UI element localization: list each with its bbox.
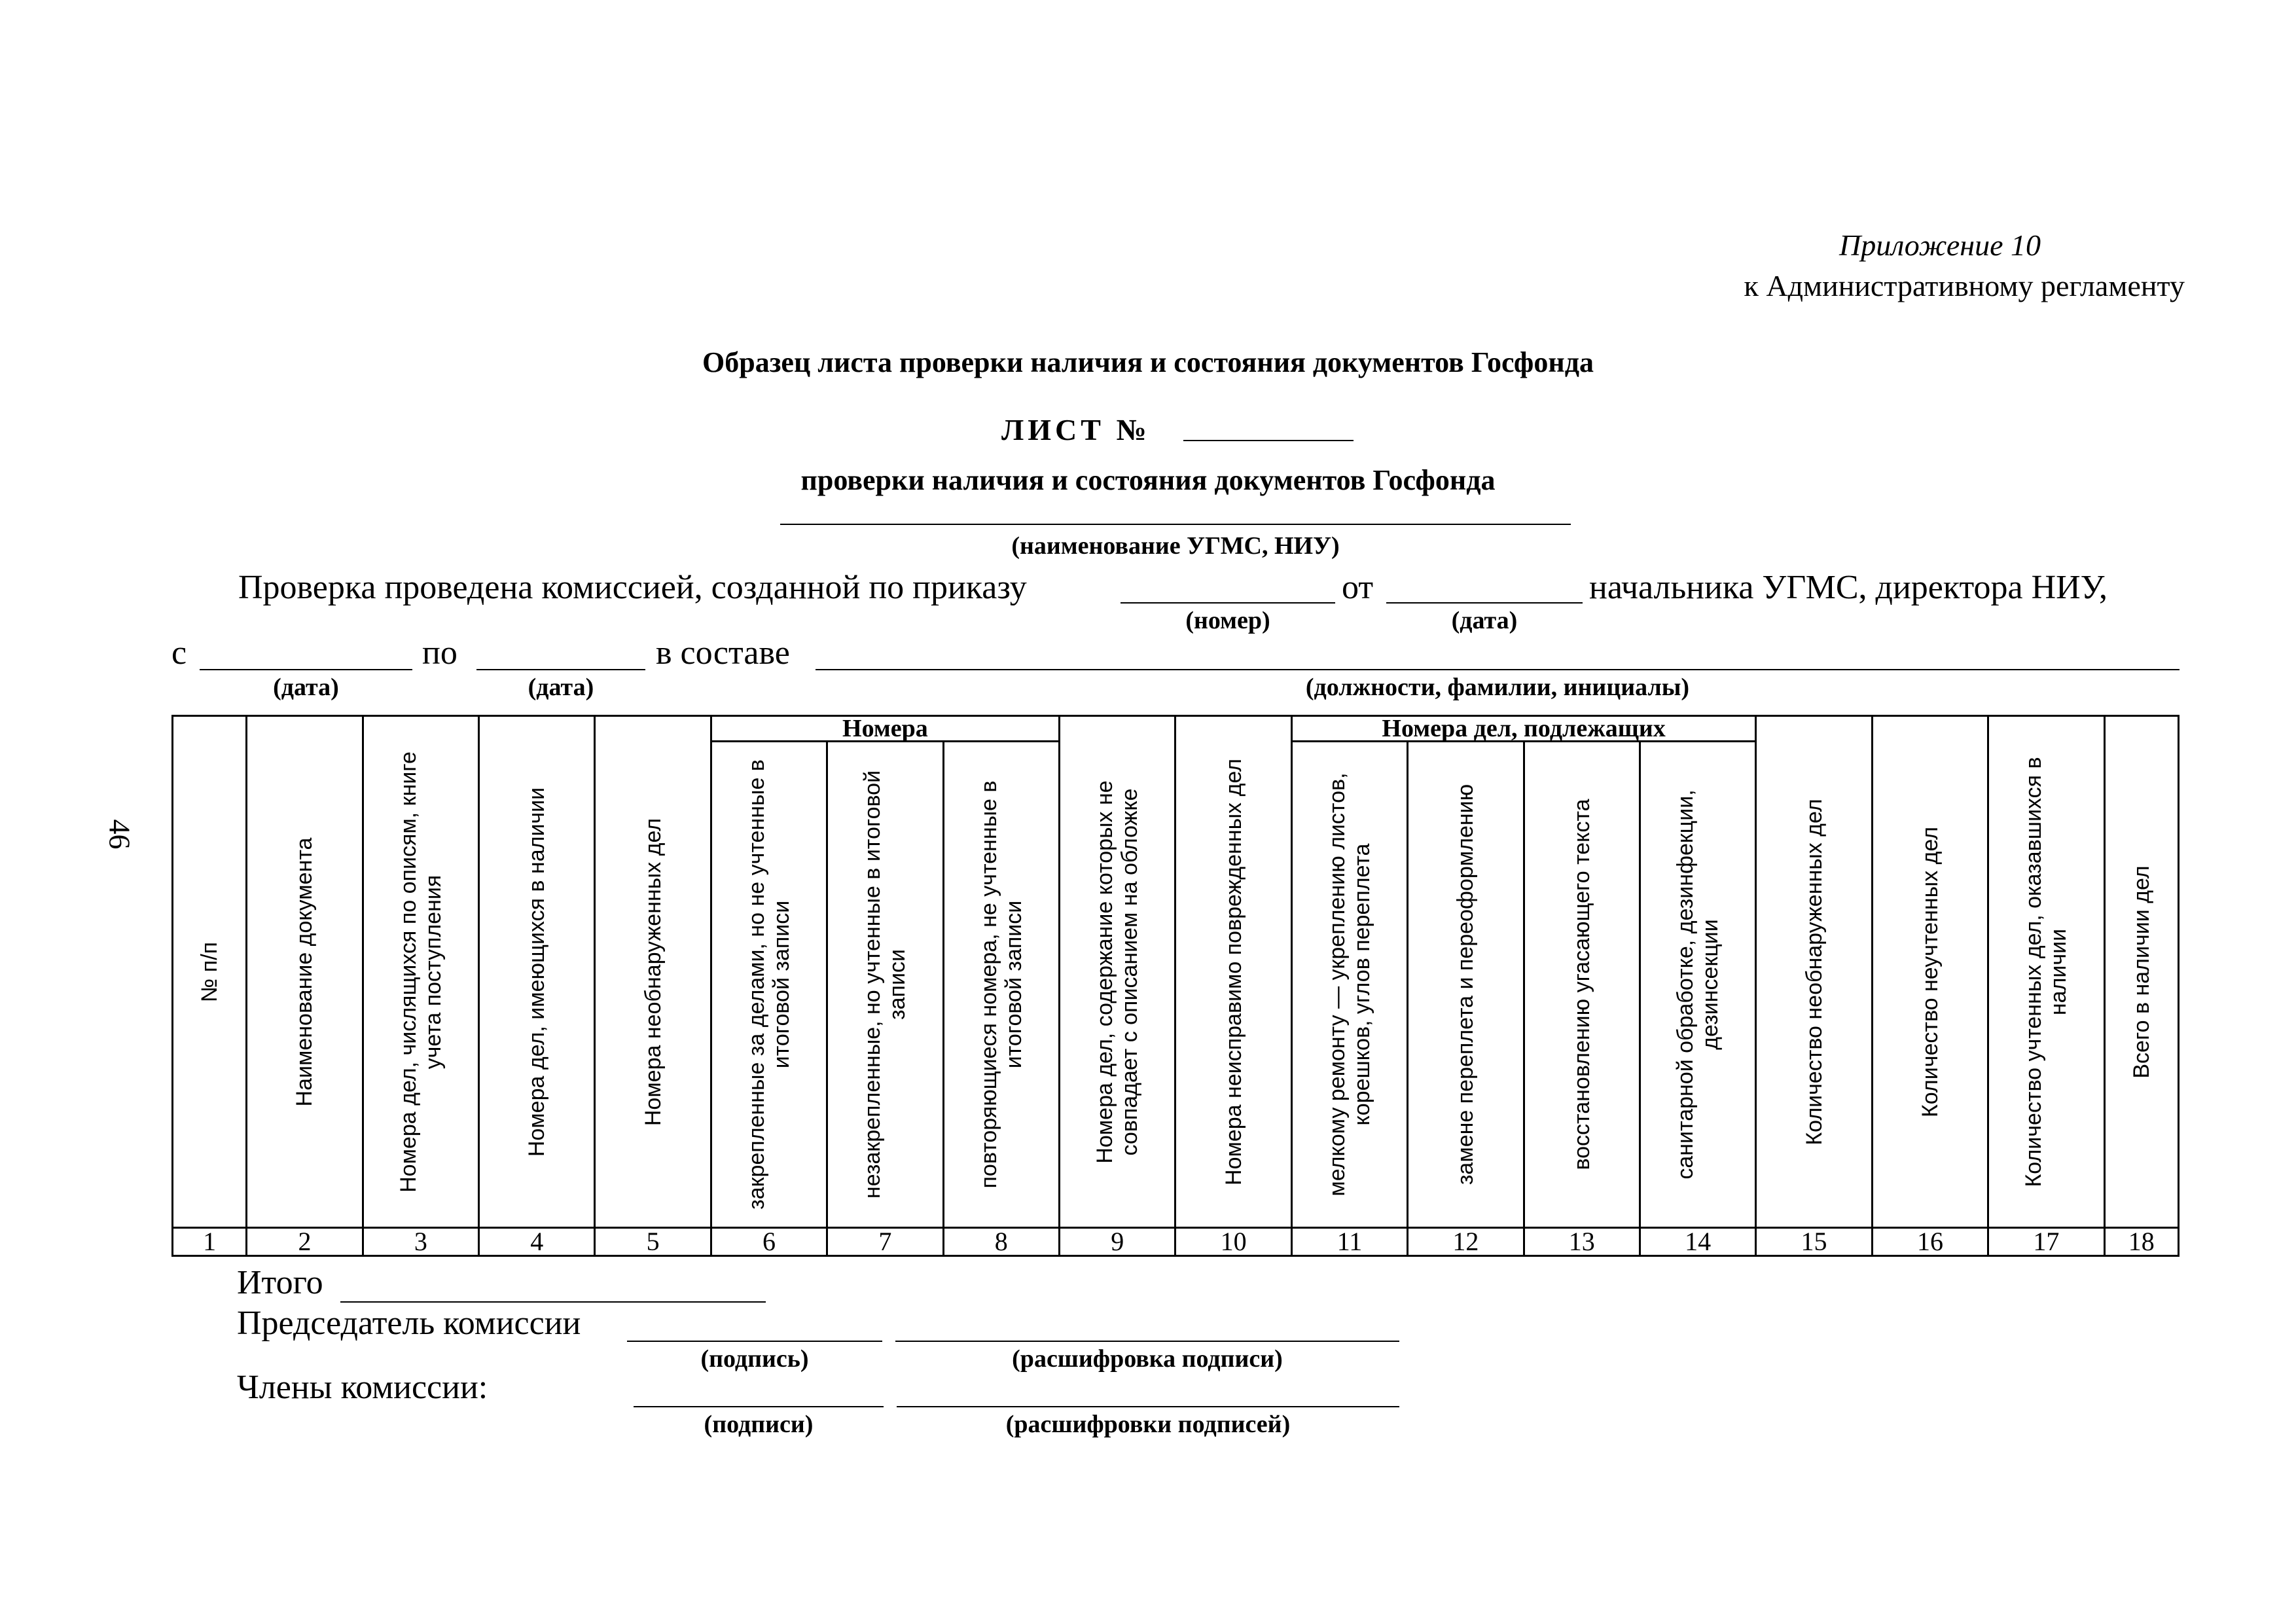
cap-members: (должности, фамилии, инициалы)	[1305, 674, 1690, 701]
chairman-sign-line	[627, 1341, 882, 1342]
cap-signs: (подписи)	[704, 1411, 814, 1438]
header-cell	[711, 742, 827, 1228]
cap-decode: (расшифровка подписи)	[1012, 1345, 1283, 1373]
sheet-heading: ЛИСТ №	[1001, 413, 1151, 446]
order-number-line	[1121, 602, 1335, 604]
cap-number: (номер)	[1185, 607, 1270, 634]
column-number: 8	[943, 1228, 1059, 1256]
group-header-nomera: Номера	[711, 716, 1059, 742]
org-caption: (наименование УГМС, НИУ)	[1011, 532, 1340, 560]
page-number: 46	[103, 819, 137, 850]
column-number: 6	[711, 1228, 827, 1256]
column-number: 15	[1756, 1228, 1872, 1256]
header-text: незакрепленные, но учтенные в итоговой записи	[860, 770, 910, 1199]
header-cell	[595, 716, 711, 1228]
header-cell	[1756, 716, 1872, 1228]
header-text: Всего в наличии дел	[2128, 865, 2154, 1079]
header-cell	[943, 742, 1059, 1228]
header-text: Номера необнаруженных дел	[640, 818, 666, 1126]
column-number: 13	[1524, 1228, 1640, 1256]
header-text: № п/п	[197, 941, 223, 1002]
column-number: 14	[1640, 1228, 1755, 1256]
cap-sign: (подпись)	[700, 1345, 809, 1373]
header-text: Номера дел, имеющихся в наличии	[524, 787, 550, 1157]
column-number: 5	[595, 1228, 711, 1256]
intro-text-ot: от	[1342, 569, 1374, 606]
header-cell	[1872, 716, 1988, 1228]
header-cell	[1524, 742, 1640, 1228]
date-to-line	[476, 669, 645, 670]
header-cell	[1291, 742, 1407, 1228]
header-text: Номера неисправимо поврежденных дел	[1221, 758, 1246, 1185]
header-text: санитарной обработке, дезинфекции, дезинсекции	[1673, 789, 1723, 1180]
appendix-label: Приложение 10	[1839, 228, 2041, 262]
header-cell	[479, 716, 595, 1228]
column-number: 17	[1988, 1228, 2104, 1256]
header-cell	[363, 716, 478, 1228]
sheet-subheading: проверки наличия и состояния документов Госфонда	[800, 464, 1496, 496]
header-text: мелкому ремонту — укреплению листов, корешков, углов переплета	[1324, 772, 1374, 1197]
column-number: 3	[363, 1228, 478, 1256]
document-title: Образец листа проверки наличия и состояния документов Госфонда	[702, 346, 1594, 378]
column-number: 1	[173, 1228, 247, 1256]
cap-date-from: (дата)	[273, 674, 339, 701]
header-text: Количество необнаруженных дел	[1801, 798, 1827, 1146]
intro-po: по	[422, 634, 457, 672]
header-cell	[2104, 716, 2178, 1228]
column-number: 2	[247, 1228, 363, 1256]
members-label: Члены комиссии:	[237, 1369, 488, 1406]
members-sign-line	[634, 1406, 884, 1407]
intro-sostave: в составе	[656, 634, 790, 672]
column-number: 12	[1408, 1228, 1524, 1256]
intro-text-a: Проверка проведена комиссией, созданной по приказу	[238, 569, 1027, 606]
order-date-line	[1386, 602, 1583, 604]
header-cell	[247, 716, 363, 1228]
column-number: 18	[2104, 1228, 2178, 1256]
header-text: закрепленные за делами, но не учтенные в итоговой записи	[744, 759, 794, 1210]
header-cell	[1408, 742, 1524, 1228]
header-text: Номера дел, содержание которых не совпадает с описанием на обложке	[1092, 780, 1143, 1164]
org-line	[780, 524, 1571, 525]
header-text: замене переплета и переоформлению	[1453, 784, 1479, 1185]
sheet-number-line	[1183, 440, 1354, 441]
column-number: 16	[1872, 1228, 1988, 1256]
header-cell	[1175, 716, 1291, 1228]
header-text: Количество учтенных дел, оказавшихся в наличии	[2021, 756, 2072, 1187]
column-number: 10	[1175, 1228, 1291, 1256]
chairman-label: Председатель комиссии	[237, 1305, 581, 1342]
chairman-decode-line	[895, 1341, 1399, 1342]
column-number: 4	[479, 1228, 595, 1256]
itogo-line	[340, 1301, 766, 1303]
header-text: Наименование документа	[292, 837, 317, 1106]
header-cell	[173, 716, 247, 1228]
header-cell	[827, 742, 943, 1228]
cap-decodes: (расшифровки подписей)	[1005, 1411, 1291, 1438]
intro-s: с	[171, 634, 187, 672]
header-cell	[1060, 716, 1175, 1228]
column-number: 7	[827, 1228, 943, 1256]
header-text: восстановлению угасающего текста	[1569, 799, 1594, 1170]
members-line	[816, 669, 2179, 670]
appendix-subtitle: к Административному регламенту	[1744, 269, 2185, 302]
intro-text-b: начальника УГМС, директора НИУ,	[1589, 569, 2108, 606]
header-text: Номера дел, числящихся по описям, книге учета поступления	[395, 751, 446, 1193]
itogo-label: Итого	[237, 1264, 323, 1301]
cap-date: (дата)	[1451, 607, 1518, 634]
header-text: Количество неучтенных дел	[1917, 826, 1943, 1117]
header-cell	[1988, 716, 2104, 1228]
cap-date-to: (дата)	[528, 674, 594, 701]
group-header-podlezh: Номера дел, подлежащих	[1291, 716, 1756, 742]
column-number: 9	[1060, 1228, 1175, 1256]
date-from-line	[200, 669, 412, 670]
members-decode-line	[897, 1406, 1399, 1407]
column-number: 11	[1291, 1228, 1407, 1256]
header-text: повторяющиеся номера, не учтенные в итоговой записи	[976, 780, 1026, 1189]
header-cell	[1640, 742, 1755, 1228]
check-table	[171, 715, 2179, 1257]
